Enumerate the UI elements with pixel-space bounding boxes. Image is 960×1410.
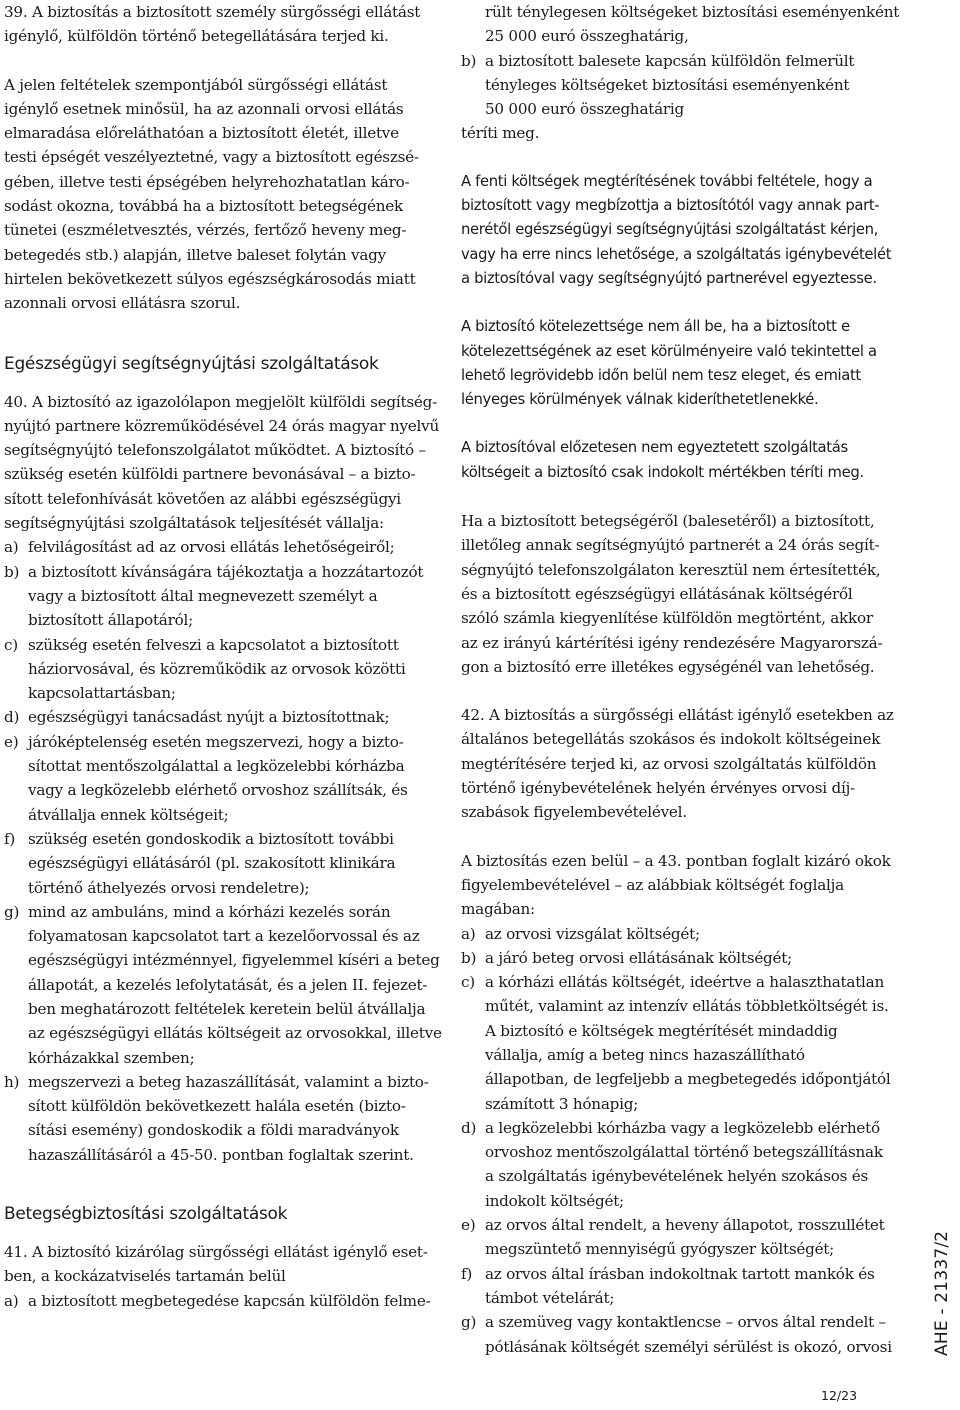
paragraph-41 [4,1240,428,1289]
text-line: szóló számla kiegyenlítése külföldön megtörtént, akkor [461,609,873,628]
text-line: testi épségét veszélyeztetné, vagy a biztosított egészsé- [4,148,419,167]
list-item-text: 50 000 euró összeghatárig [485,100,684,119]
text-line: azonnali orvosi ellátásra szorul. [4,294,241,313]
list-item [4,730,424,827]
list-item-label: d) [461,1118,477,1137]
list-item-text: a kórházi ellátás költségét, ideértve a halaszthatatlan [485,973,884,992]
list-item [4,633,424,706]
list-item-text: 25 000 euró összeghatárig, [485,27,689,46]
list-item-text: megszüntető mennyiségű gyógyszer költségét; [485,1240,835,1259]
list-item-text: a biztosított megbetegedése kapcsán külföldön felme- [28,1291,431,1310]
list-item [461,49,891,122]
text-line: A biztosítás ezen belül – a 43. pontban foglalt kizáró okok [461,851,891,870]
text-line: illetőleg annak segítségnyújtó partnerét a 24 órás segít- [461,536,880,555]
list-item-text: műtét, valamint az intenzív ellátás többletköltségét is. [485,997,889,1016]
text-line: 39. A biztosítás a biztosított személy sürgősségi ellátást [4,3,421,21]
list-item-text: biztosított állapotáról; [28,611,193,630]
list-item [461,1213,891,1262]
list-item-label: g) [4,902,20,921]
list-item-text: az orvos által írásban indokoltnak tartott mankók és [485,1264,875,1283]
list-item-text: hazaszállításáról a 45-50. pontban foglaltak szerint. [28,1145,414,1164]
text-line: segítségnyújtó telefonszolgálatot működtet. A biztosító – [4,441,426,460]
list-item-text: A biztosító e költségek megtérítését mindaddig [485,1021,838,1040]
paragraph-coverage-intro [461,849,891,922]
text-line: hirtelen bekövetkezett súlyos egészségkárosodás miatt [4,269,416,288]
text-line: igénylő esetnek minősül, ha az azonnali orvosi ellátás [4,99,404,118]
text-line: 42. A biztosítás a sürgősségi ellátást igénylő esetekben az [461,706,894,725]
text-line: szabások figyelembevételével. [461,803,687,822]
text-line: A biztosítóval előzetesen nem egyeztetett szolgáltatás [461,439,848,457]
paragraph-emergency-definition [4,73,424,316]
paragraph-42 [461,703,894,824]
text-line: az ez irányú kártérítési igény rendezésére Magyarorszá- [461,633,883,652]
list-item-text: vállalja, amíg a beteg nincs hazaszállítható [485,1045,805,1064]
list-item-text: tényleges költségeket biztosítási eseményenként [485,75,850,94]
text-line: igénylő, külföldön történő betegellátására terjed ki. [4,27,389,46]
list-item [4,560,424,633]
paragraph-39 [4,0,424,49]
text-line: általános betegellátás szokásos és indokolt költségeinek [461,730,881,749]
list-item [461,1310,891,1359]
list-item-text: egészségügyi ellátásáról (pl. szakosított klinikára [28,854,396,873]
text-line: ségnyújtó telefonszolgálaton keresztül nem értesítették, [461,560,881,579]
list-item-text: a biztosított balesete kapcsán külföldön felmerült [485,51,855,70]
condition-paragraph [461,170,891,291]
list-item-label: f) [461,1264,473,1283]
list-item-label: c) [461,973,475,992]
section-heading-health-insurance: Betegségbiztosítási szolgáltatások [4,1204,288,1225]
list-item [461,970,891,1116]
list-item-text: sítási esemény) gondoskodik a földi maradványok [28,1121,399,1140]
text-line: elmaradása előreláthatóan a biztosított életét, illetve [4,124,399,143]
list-item-text: átvállalja ennek költségeit; [28,805,229,824]
text-line: és a biztosított egészségügyi ellátásának költségéről [461,584,853,603]
list-item-text: felvilágosítást ad az orvosi ellátás lehetőségeiről; [28,538,395,557]
text-line: 40. A biztosító az igazolólapon megjelölt külföldi segítség- [4,392,437,411]
list-item [4,900,442,1070]
list-item-label: e) [461,1216,476,1235]
list-item-text: kórházakkal szemben; [28,1048,195,1067]
list-item-text: orvoshoz mentőszolgálattal történő betegszállításnak [485,1143,883,1162]
list-item-label: b) [4,562,20,581]
list-item [4,705,424,729]
list-item-label: a) [4,538,19,557]
list-item-text: ben meghatározott feltételek keretein belül átvállalja [28,999,426,1018]
text-line: vagy ha erre nincs lehetősége, a szolgáltatás igénybevételét [461,245,892,263]
text-line: sított telefonhívását követően az alábbi egészségügyi [4,489,401,508]
list-item-text: számított 3 hónapig; [485,1094,639,1113]
text-line: gében, illetve testi épségében helyrehozhatatlan káro- [4,172,410,191]
list-item-text: vagy a biztosított által megnevezett személyt a [28,586,378,605]
text-line: biztosított vagy megbízottja a biztosítótól vagy annak part- [461,197,880,215]
list-item-text: sított külföldön bekövetkezett halála esetén (bizto- [28,1097,406,1116]
list-item-text: indokolt költségét; [485,1191,624,1210]
list-item-text: háziorvosával, és közreműködik az orvosok közötti [28,659,406,678]
list-item-a-continued [461,0,900,49]
text-line: költségeit a biztosító csak indokolt mértékben téríti meg. [461,463,864,481]
list-item-text: állapotban, de legfeljebb a megbetegedés időpontjától [485,1070,891,1089]
list-item [461,946,891,970]
text-line: a biztosítóval vagy segítségnyújtó partnerével egyeztesse. [461,269,877,287]
list-item-label: d) [4,708,20,727]
text-line: segítségnyújtási szolgáltatások teljesítését vállalja: [4,514,384,533]
list-item-label: b) [461,51,477,70]
text-line: tünetei (eszméletvesztés, vérzés, fertőző heveny meg- [4,221,407,240]
list-item-text: az egészségügyi ellátás költségeit az orvosokkal, illetve [28,1024,442,1043]
list-item-text: megszervezi a beteg hazaszállítását, valamint a bizto- [28,1072,429,1091]
text-line: Ha a biztosított betegségéről (balesetéről) a biztosított, [461,512,875,531]
list-item-text: pótlásának költségét személyi sérülést is okozó, orvosi [485,1337,892,1356]
list-item-label: a) [4,1291,19,1310]
list-item [461,922,891,946]
list-item-label: e) [4,732,19,751]
text-line: A jelen feltételek szempontjából sürgősségi ellátást [4,75,388,94]
list-item-text: szükség esetén felveszi a kapcsolatot a biztosított [28,635,399,654]
text-line: szükség esetén külföldi partnere bevonásával – a bizto- [4,465,416,484]
list-item-text: járóképtelenség esetén megszervezi, hogy a bizto- [28,732,404,751]
list-item [4,827,424,900]
list-item-text: szükség esetén gondoskodik a biztosított további [28,829,394,848]
covered-costs-list [461,922,891,1359]
list-item-text: vagy a legközelebb elérhető orvoshoz szállítsák, és [28,781,408,800]
list-item-b [461,49,891,122]
list-item-label: g) [461,1313,477,1332]
list-item-text: az orvosi vizsgálat költségét; [485,924,700,943]
list-item [4,535,424,559]
document-code: AHE - 21337/2 [932,1230,952,1356]
list-item-label: h) [4,1072,20,1091]
list-item-text: egészségügyi tanácsadást nyújt a biztosítottnak; [28,708,390,727]
obligation-paragraph [461,315,891,412]
reimbursement-closing: téríti meg. [461,124,540,143]
text-line: megtérítésére terjed ki, az orvosi szolgáltatás külföldön [461,754,877,773]
list-item-label: f) [4,829,16,848]
list-item-text: a járó beteg orvosi ellátásának költségét; [485,948,792,967]
list-item-text: mind az ambuláns, mind a kórházi kezelés során [28,902,391,921]
text-line: A fenti költségek megtérítésének további feltétele, hogy a [461,172,873,190]
list-item-label: a) [461,924,476,943]
list-item [461,1262,891,1311]
text-line: kötelezettségének az eset körülményeire való tekintettel a [461,342,877,360]
page-number: 12/23 [821,1388,858,1403]
unagreed-service-paragraph [461,436,891,485]
list-item-text: sítottat mentőszolgálattal a legközelebbi kórházba [28,757,405,776]
settlement-paragraph [461,509,891,679]
paragraph-41-list [4,1289,431,1313]
list-item-label: c) [4,635,18,654]
left-column [4,0,442,1313]
list-item-text: támbot vételárát; [485,1288,615,1307]
text-line: figyelembevételével – az alábbiak költségét foglalja [461,875,844,894]
list-item-text: a szemüveg vagy kontaktlencse – orvos által rendelt – [485,1313,886,1332]
right-column [461,0,900,1359]
section-heading-assistance: Egészségügyi segítségnyújtási szolgáltatások [4,353,379,374]
list-item-label: b) [461,948,477,967]
paragraph-40 [4,390,439,536]
text-line: 41. A biztosító kizárólag sürgősségi ellátást igénylő eset- [4,1243,428,1262]
list-item-text: a legközelebbi kórházba vagy a legközelebb elérhető [485,1118,880,1137]
list-item-text: történő áthelyezés orvosi rendeletre); [28,878,310,897]
text-line: betegedés stb.) alapján, illetve baleset folytán vagy [4,245,386,264]
list-item-text: kapcsolattartásban; [28,684,176,703]
text-line: sodást okozna, továbbá ha a biztosított betegségének [4,197,403,216]
text-line: gon a biztosító erre illetékes egységénél van lehetőség. [461,657,875,676]
list-item-text: a szolgáltatás igénybevételének helyén szokásos és [485,1167,869,1186]
list-item [4,1289,431,1313]
text-line: magában: [461,900,535,919]
text-line: A biztosító kötelezettsége nem áll be, ha a biztosított e [461,318,850,336]
assistance-services-list [4,535,442,1167]
text-line: lehető legrövidebb időn belül nem tesz eleget, és emiatt [461,366,861,384]
text-line: nerétől egészségügyi segítségnyújtási szolgáltatást kérjen, [461,221,879,239]
list-item-text: folyamatosan kapcsolatot tart a kezelőorvossal és az [28,927,420,946]
text-line: lényeges körülmények válnak kideríthetetlenekké. [461,391,819,409]
text-line: történő igénybevételének helyén érvényes orvosi díj- [461,779,855,798]
text-line: nyújtó partnere közreműködésével 24 órás magyar nyelvű [4,416,439,435]
list-item-text: rült ténylegesen költségeket biztosítási eseményenként [485,3,900,21]
list-item [4,1070,429,1167]
list-item [461,1116,891,1213]
list-item-text: állapotát, a kezelés lefolytatását, és a jelen II. fejezet- [28,975,428,994]
list-item-text: egészségügyi intézménnyel, figyelemmel kíséri a beteg [28,951,440,970]
list-item-text: az orvos által rendelt, a heveny állapotot, rosszullétet [485,1216,885,1235]
text-line: ben, a kockázatviselés tartamán belül [4,1267,286,1286]
list-item-text: a biztosított kívánságára tájékoztatja a hozzátartozót [28,562,424,581]
